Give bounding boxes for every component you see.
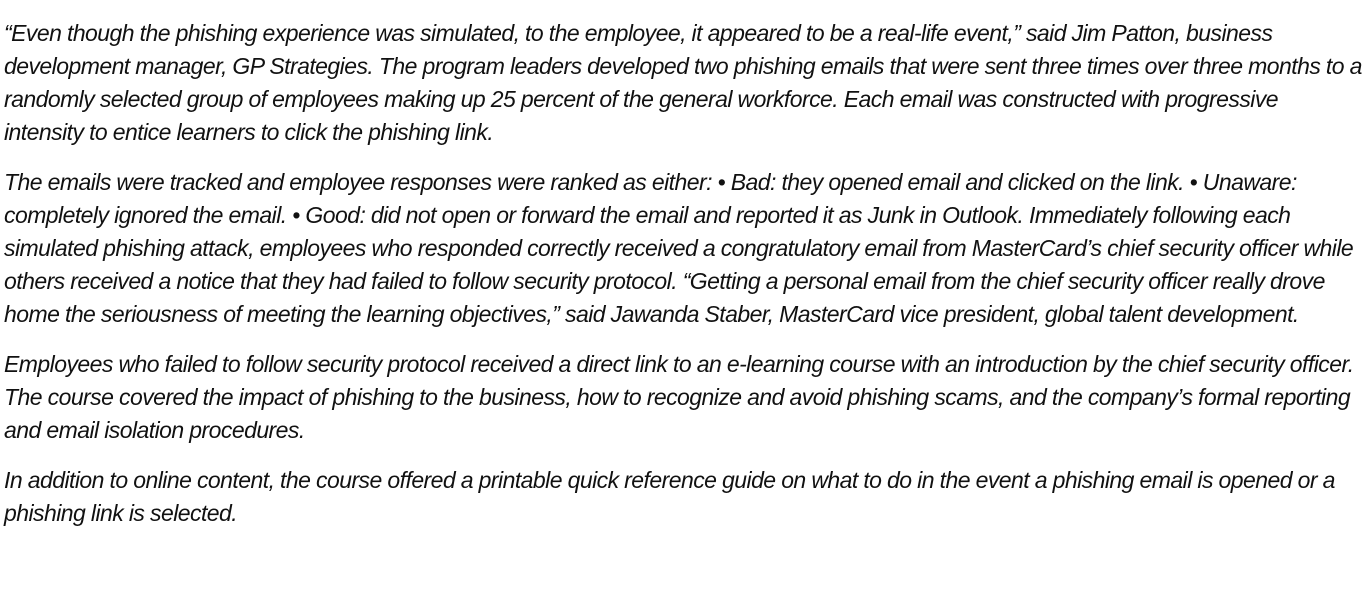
paragraph-reference-guide: In addition to online content, the course offered a printable quick reference guide on what to do in the event a phishing email is opened or a phishing link is selected.	[4, 467, 1335, 526]
paragraph-elearning-course: Employees who failed to follow security protocol received a direct link to an e-learning course with an introduction by the chief security officer. The course covered the impact of phishing to the business, how to recognize and avoid phishing scams, and the company’s formal reporting and email isolation procedures.	[4, 351, 1354, 443]
paragraph-email-tracking: The emails were tracked and employee responses were ranked as either: • Bad: they opened email and clicked on the link. • Unaware: completely ignored the email. • Good: did not open or forward the email and reported it as Junk in Outlook. Immediately following each simulated phishing attack, employees who responded correctly received a congratulatory email from MasterCard’s chief security officer while others received a notice that they had failed to follow security protocol. “Getting a personal email from the chief security officer really drove home the seriousness of meeting the learning objectives,” said Jawanda Staber, MasterCard vice president, global talent development.	[4, 169, 1354, 327]
paragraph-intro-quote: “Even though the phishing experience was simulated, to the employee, it appeared to be a real-life event,” said Jim Patton, business development manager, GP Strategies. The program leaders developed two phishing emails that were sent three times over three months to a randomly selected group of employees making up 25 percent of the general workforce. Each email was constructed with progressive intensity to entice learners to click the phishing link.	[4, 20, 1362, 145]
